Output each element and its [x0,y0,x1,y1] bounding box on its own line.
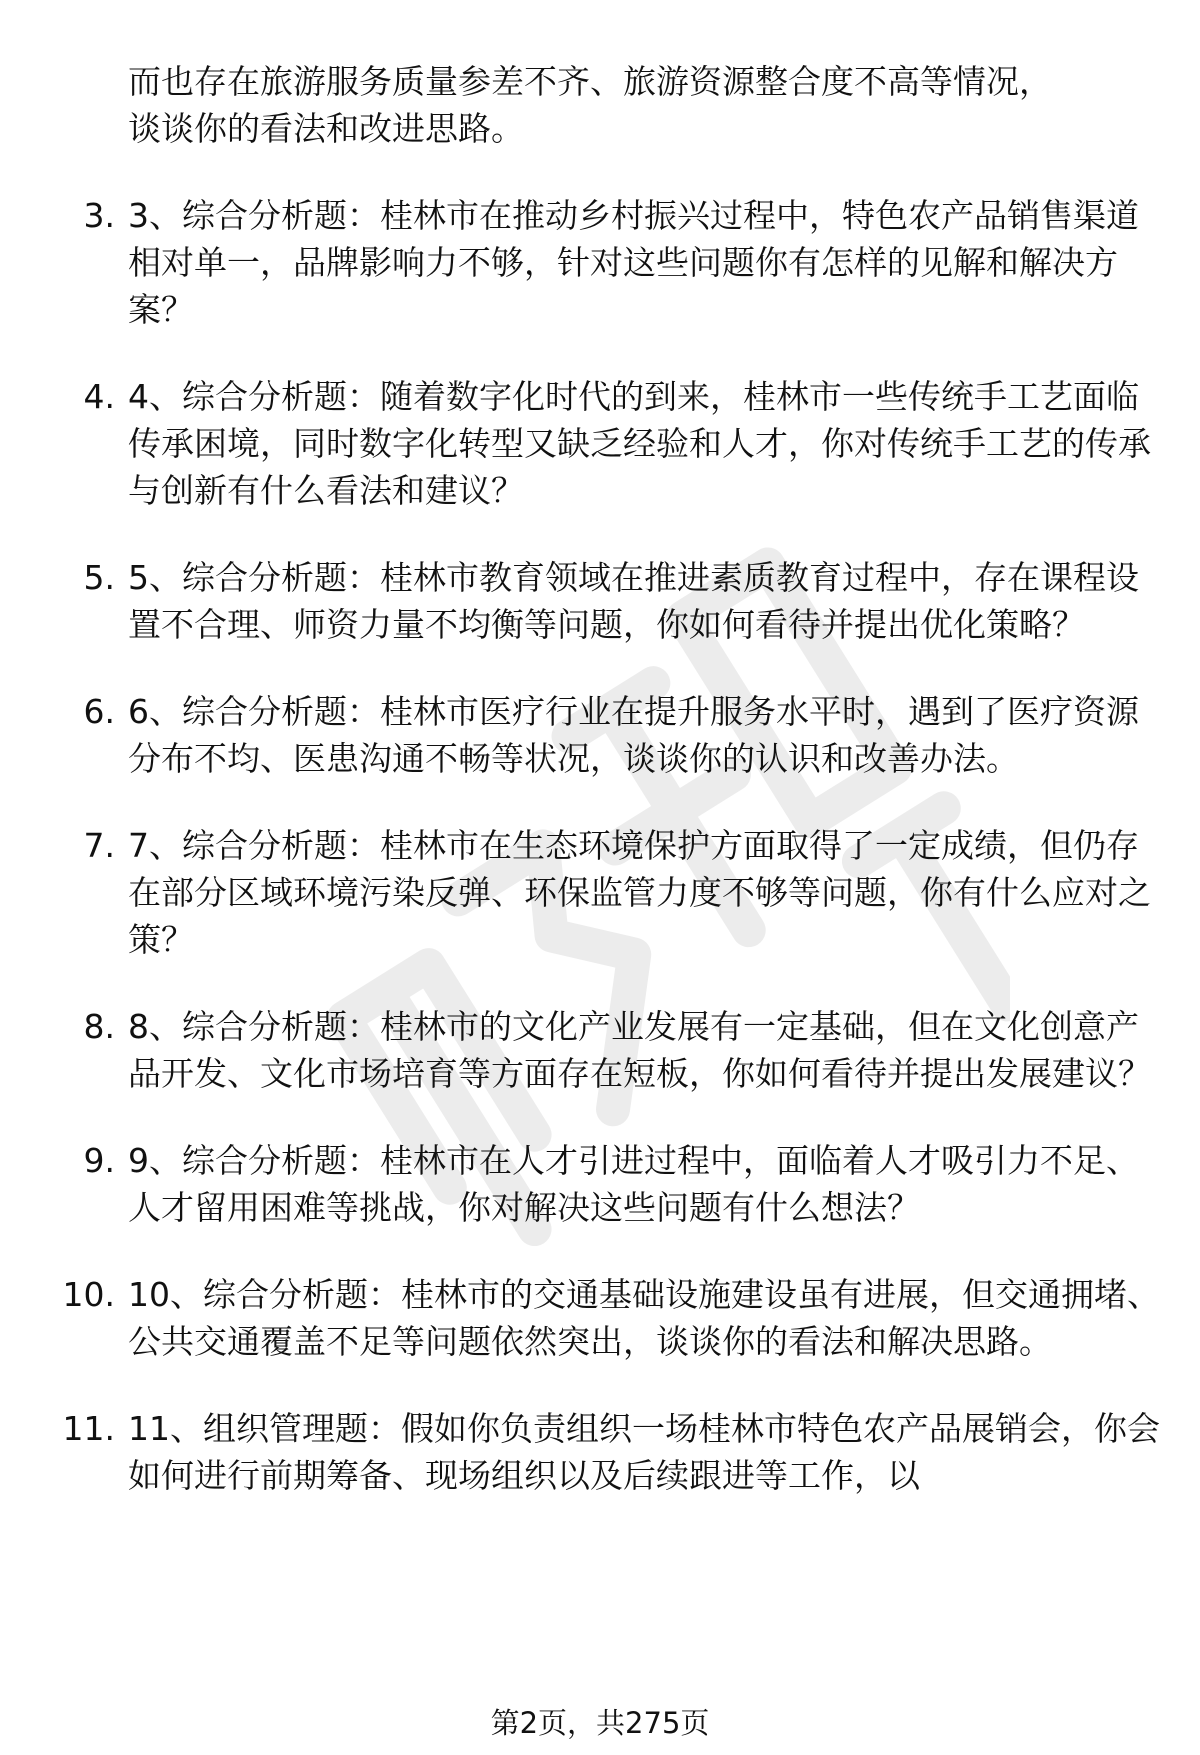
list-item-text: 10、综合分析题：桂林市的交通基础设施建设虽有进展，但交通拥堵、公共交通覆盖不足等问题依然突出，谈谈你的看法和解决思路。 [128,1275,1160,1361]
list-item-number: 5. [83,558,115,597]
list-item-text: 6、综合分析题：桂林市医疗行业在提升服务水平时，遇到了医疗资源分布不均、医患沟通不畅等状况，谈谈你的认识和改善办法。 [128,692,1139,778]
list-item-text: 7、综合分析题：桂林市在生态环境保护方面取得了一定成绩，但仍存在部分区域环境污染反弹、环保监管力度不够等问题，你有什么应对之策？ [128,826,1151,959]
list-item-number: 4. [83,377,115,416]
list-item-number: 9. [83,1141,115,1180]
list-item [83,1003,1168,1097]
page-number-label: 第2页，共275页 [490,1706,710,1740]
list-item-number: 10. [62,1275,115,1314]
continued-line-2: 谈谈你的看法和改进思路。 [128,109,524,148]
list-item-number: 11. [62,1409,115,1448]
list-item [83,1137,1168,1231]
list-item-number: 3. [83,196,115,235]
list-item [83,822,1168,963]
continued-paragraph [128,58,1168,152]
document-content [0,58,1200,1539]
list-item [83,192,1168,333]
list-item-text: 4、综合分析题：随着数字化时代的到来，桂林市一些传统手工艺面临传承困境，同时数字化转型又缺乏经验和人才，你对传统手工艺的传承与创新有什么看法和建议？ [128,377,1151,510]
list-item [83,688,1168,782]
list-item [62,1405,1168,1499]
list-item [83,373,1168,514]
list-item-number: 6. [83,692,115,731]
list-item-number: 7. [83,826,115,865]
list-item-text: 8、综合分析题：桂林市的文化产业发展有一定基础，但在文化创意产品开发、文化市场培育等方面存在短板，你如何看待并提出发展建议？ [128,1007,1151,1093]
list-item [83,554,1168,648]
list-item-text: 11、组织管理题：假如你负责组织一场桂林市特色农产品展销会，你会如何进行前期筹备、现场组织以及后续跟进等工作，以 [128,1409,1160,1495]
list-item-text: 9、综合分析题：桂林市在人才引进过程中，面临着人才吸引力不足、人才留用困难等挑战，你对解决这些问题有什么想法？ [128,1141,1139,1227]
continued-line-1: 而也存在旅游服务质量参差不齐、旅游资源整合度不高等情况， [128,62,1052,101]
page-footer [0,1703,1200,1743]
list-item-number: 8. [83,1007,115,1046]
list-item-text: 3、综合分析题：桂林市在推动乡村振兴过程中，特色农产品销售渠道相对单一，品牌影响力不够，针对这些问题你有怎样的见解和解决方案？ [128,196,1139,329]
list-item [62,1271,1168,1365]
list-item-text: 5、综合分析题：桂林市教育领域在推进素质教育过程中，存在课程设置不合理、师资力量不均衡等问题，你如何看待并提出优化策略？ [128,558,1139,644]
